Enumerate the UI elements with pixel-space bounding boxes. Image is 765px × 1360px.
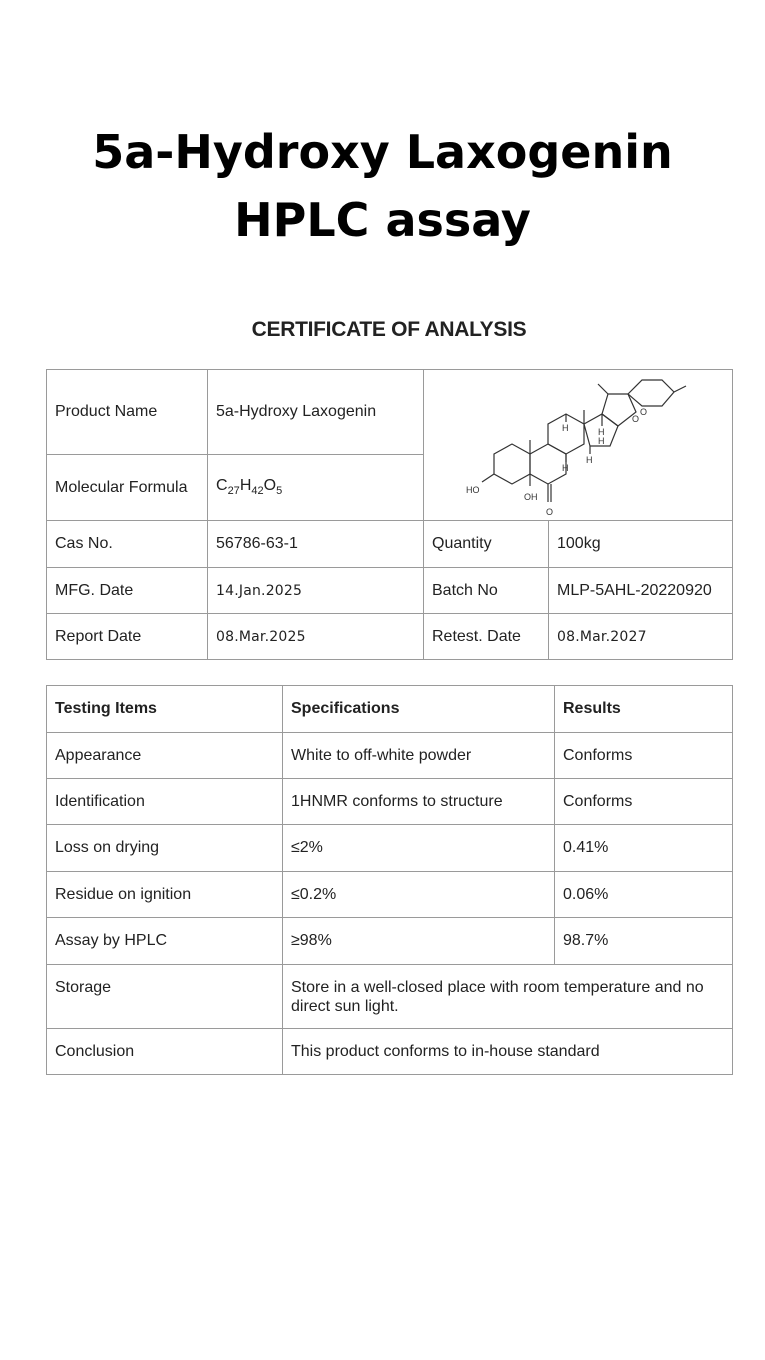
- formula-h-count: 42: [251, 485, 264, 498]
- test-spec: ≥98%: [283, 918, 555, 965]
- conclusion-spec: This product conforms to in-house standard: [283, 1029, 733, 1075]
- table-row: [47, 872, 733, 918]
- page-heading: [0, 118, 765, 254]
- test-item: Loss on drying: [47, 825, 283, 872]
- quantity-label: Quantity: [424, 521, 549, 568]
- table-row: [47, 918, 733, 965]
- ketone-o-label: O: [546, 507, 554, 517]
- h-label-5: H: [598, 436, 605, 446]
- header-testing-items: Testing Items: [47, 686, 283, 733]
- oh-label: OH: [524, 492, 538, 502]
- formula-o-count: 5: [276, 485, 283, 498]
- formula-value: [208, 455, 424, 521]
- formula-c: C: [216, 477, 228, 495]
- test-spec: ≤0.2%: [283, 872, 555, 918]
- product-name-value: 5a-Hydroxy Laxogenin: [208, 370, 424, 455]
- product-info-table: [46, 369, 733, 660]
- h-label-4: H: [598, 427, 605, 437]
- storage-label: Storage: [47, 965, 283, 1029]
- molecular-structure-image: [424, 370, 732, 520]
- h-label-2: H: [562, 423, 569, 433]
- cas-value: 56786-63-1: [208, 521, 424, 568]
- mfg-row: [47, 568, 733, 614]
- conclusion-label: Conclusion: [47, 1029, 283, 1075]
- h-label-3: H: [586, 455, 593, 465]
- test-results-table: [46, 685, 733, 1075]
- header-specifications: Specifications: [283, 686, 555, 733]
- test-spec: ≤2%: [283, 825, 555, 872]
- conclusion-row: [47, 1029, 733, 1075]
- formula-o: O: [263, 477, 277, 495]
- test-item: Residue on ignition: [47, 872, 283, 918]
- report-value: 08.Mar.2025: [208, 614, 424, 660]
- test-header-row: [47, 686, 733, 733]
- batch-label: Batch No: [424, 568, 549, 614]
- formula-c-count: 27: [227, 485, 240, 498]
- test-result: 98.7%: [555, 918, 733, 965]
- test-result: 0.41%: [555, 825, 733, 872]
- product-name-row: [47, 370, 733, 455]
- report-label: Report Date: [47, 614, 208, 660]
- header-results: Results: [555, 686, 733, 733]
- mfg-value: 14.Jan.2025: [208, 568, 424, 614]
- quantity-value: 100kg: [549, 521, 733, 568]
- mfg-label: MFG. Date: [47, 568, 208, 614]
- test-spec: 1HNMR conforms to structure: [283, 779, 555, 825]
- ho-label: HO: [466, 485, 480, 495]
- test-spec: White to off-white powder: [283, 733, 555, 779]
- report-row: [47, 614, 733, 660]
- heading-line-2: HPLC assay: [234, 193, 531, 247]
- batch-value: MLP-5AHL-20220920: [549, 568, 733, 614]
- test-result: Conforms: [555, 779, 733, 825]
- cas-row: [47, 521, 733, 568]
- formula-h: H: [239, 477, 252, 495]
- formula-label: Molecular Formula: [47, 455, 208, 521]
- certificate-title: CERTIFICATE OF ANALYSIS: [251, 318, 527, 341]
- test-item: Assay by HPLC: [47, 918, 283, 965]
- heading-line-1: 5a-Hydroxy Laxogenin: [92, 125, 673, 179]
- test-item: Identification: [47, 779, 283, 825]
- table-row: [47, 779, 733, 825]
- storage-spec: Store in a well-closed place with room temperature and no direct sun light.: [283, 965, 733, 1029]
- furan-o-label: O: [632, 414, 640, 424]
- table-row: [47, 733, 733, 779]
- storage-row: [47, 965, 733, 1029]
- h-label-1: H: [562, 463, 569, 473]
- retest-label: Retest. Date: [424, 614, 549, 660]
- structure-cell: [424, 370, 733, 521]
- retest-value: 08.Mar.2027: [549, 614, 733, 660]
- pyran-o-label: O: [640, 407, 648, 417]
- test-result: Conforms: [555, 733, 733, 779]
- table-row: [47, 825, 733, 872]
- test-result: 0.06%: [555, 872, 733, 918]
- cas-label: Cas No.: [47, 521, 208, 568]
- test-item: Appearance: [47, 733, 283, 779]
- product-name-label: Product Name: [47, 370, 208, 455]
